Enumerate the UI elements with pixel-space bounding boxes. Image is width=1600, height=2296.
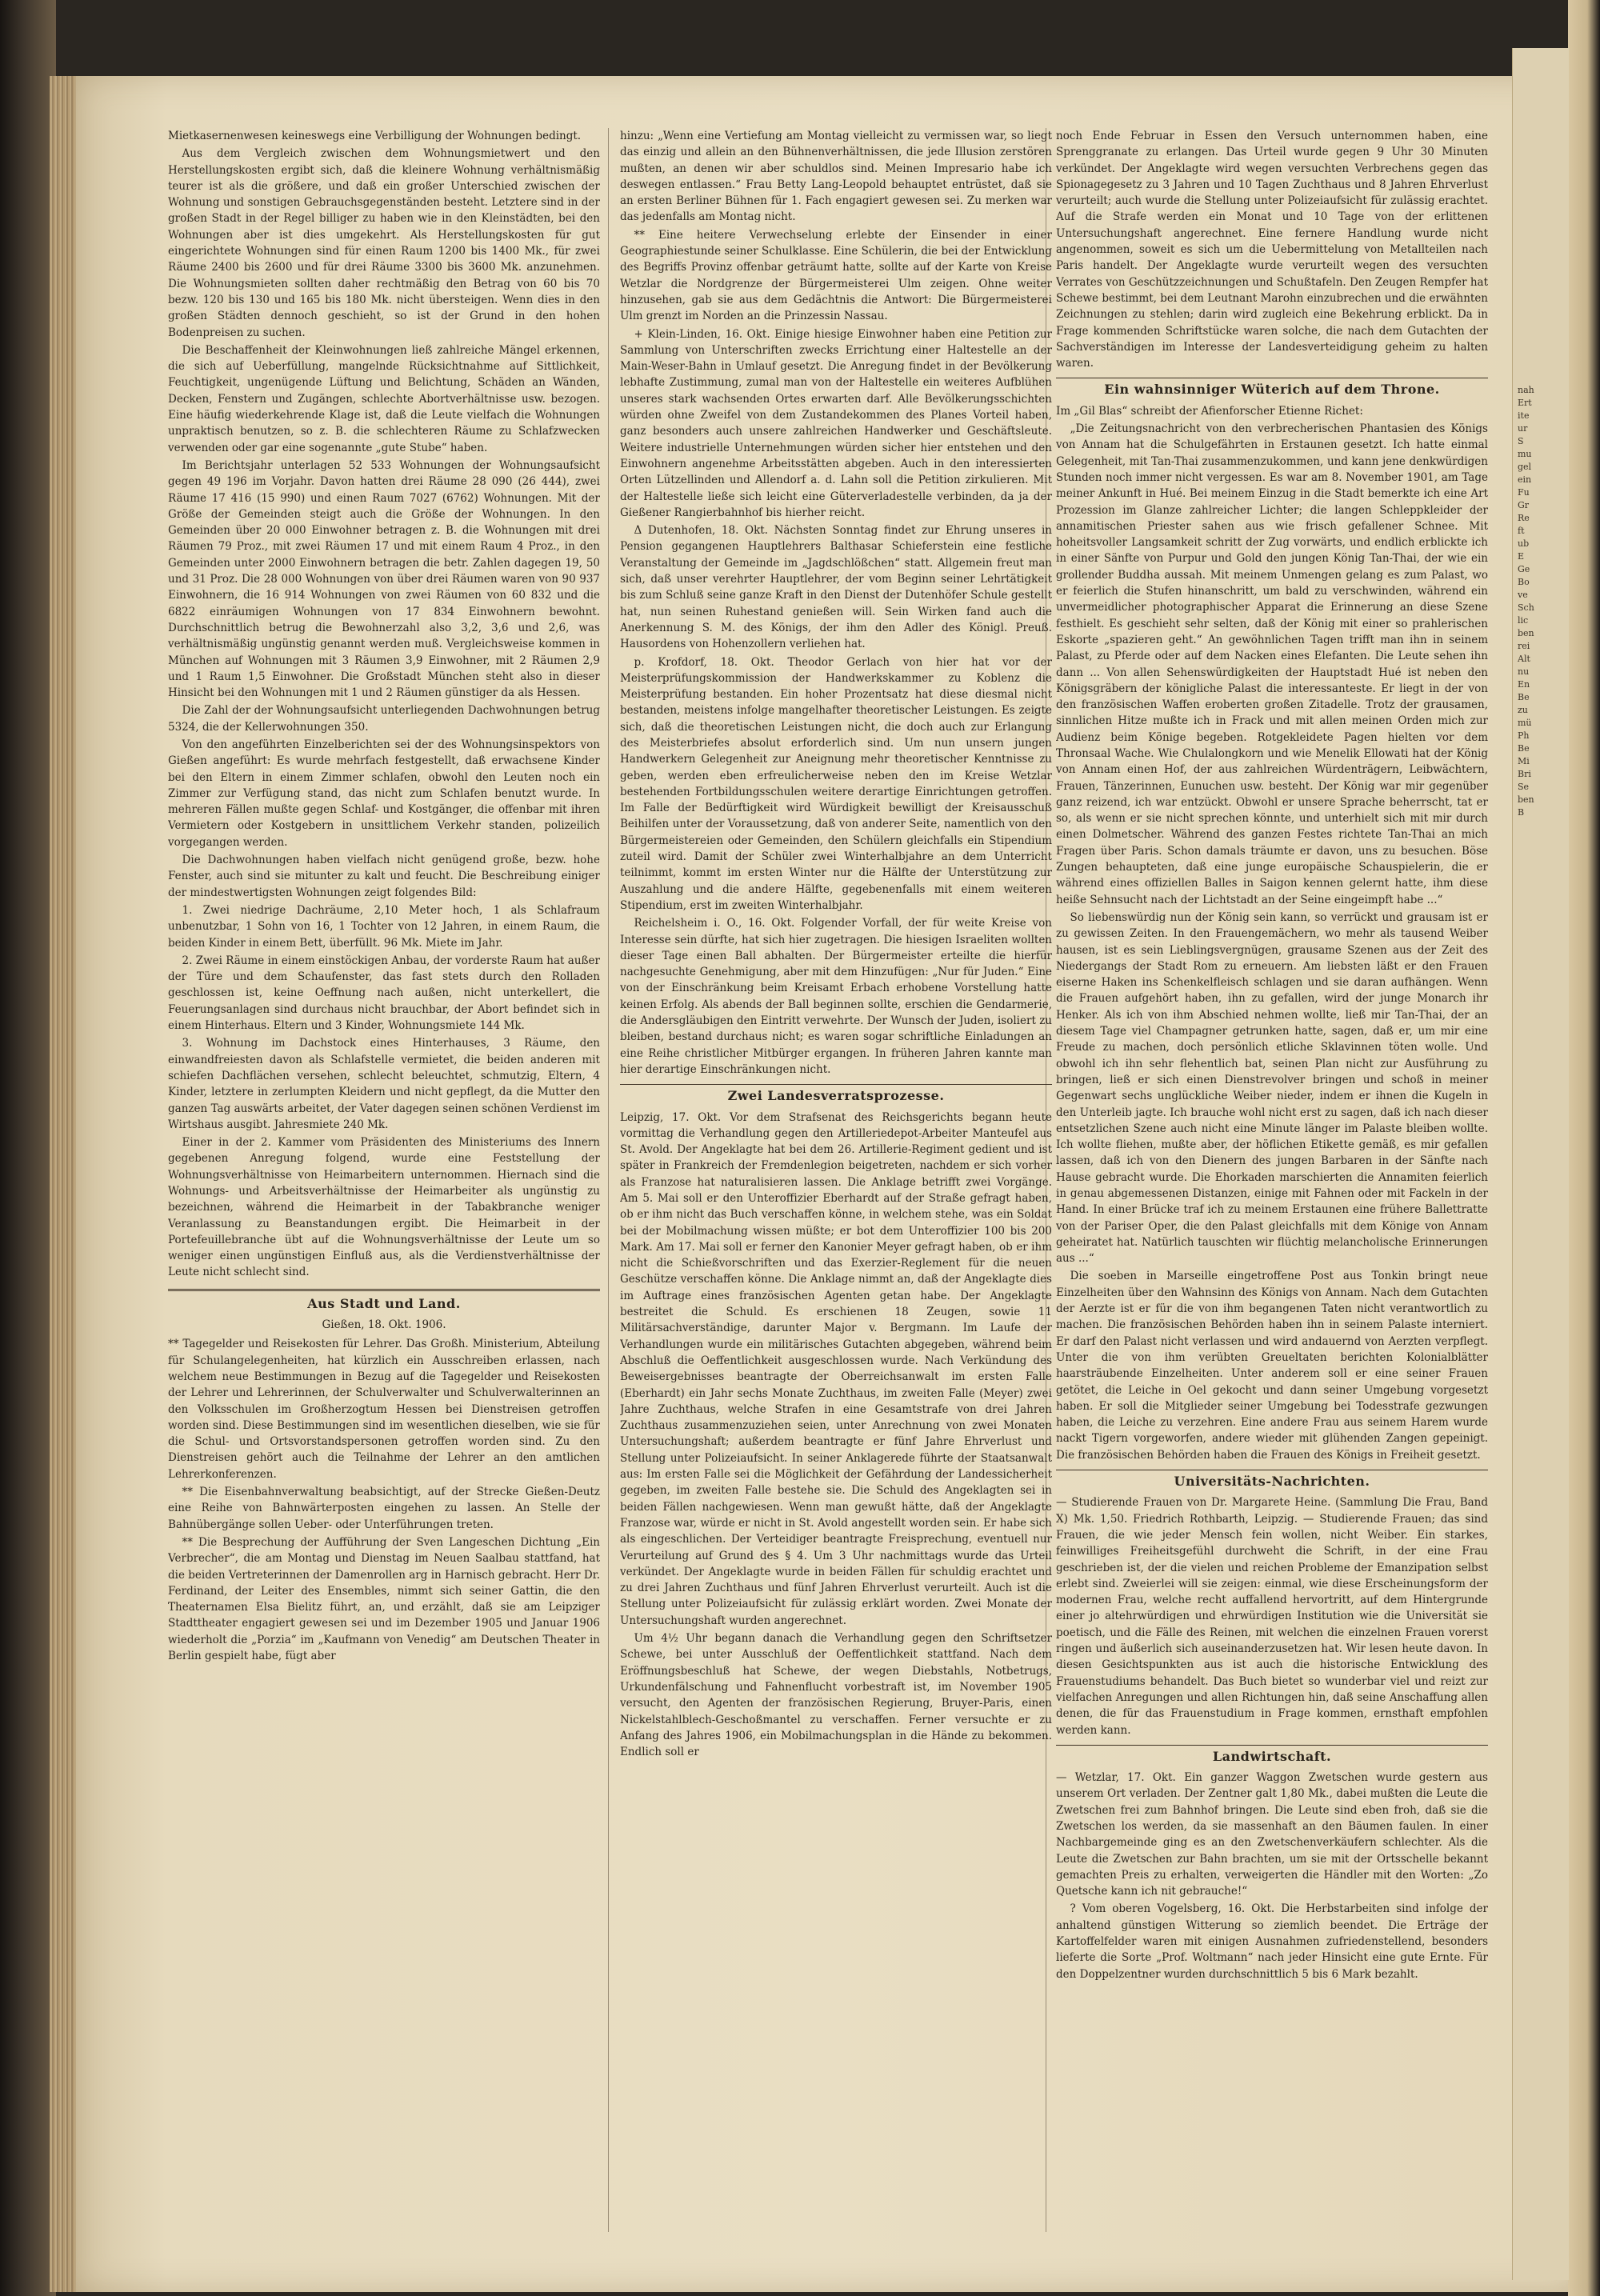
margin-fragment: S (1518, 436, 1524, 446)
article-paragraph: ** Tagegelder und Reisekosten für Lehrer. Das Großh. Ministerium, Abteilung für Schulangelegenheiten, hat kürzlich ein Ausschreiben erlassen, nach welchem neue Bestimmungen in Bezug auf die Tagegelder und Reisekosten der Lehrer und Lehrerinnen, der Schulverwalter und Schulverwalterinnen an den Volksschulen im Großherzogtum Hessen bei Dienstreisen getroffen worden sind. Diese Bestimmungen sind im wesentlichen dieselben, wie sie für die Schul- und Ortsvorstandspersonen getroffen worden sind. Zu den Dienstreisen gehört auch die Teilnahme der Lehrer an den amtlichen Lehrerkonferenzen. (168, 1338, 600, 1481)
margin-fragment: Bo (1518, 577, 1530, 587)
margin-fragment: Ge (1518, 564, 1530, 574)
article-paragraph: So liebenswürdig nun der König sein kann, so verrückt und grausam ist er zu gewissen Zeiten. In den Frauengemächern, wo mehr als tausend Weiber hausen, ist es sein Lieblingsvergnügen, grausame Szenen aus der Zeit des Niedergangs der Stadt Rom zu erneuern. Am liebsten läßt er den Frauen eiserne Haken ins Schenkelfleisch schlagen und sie daran aufhängen. Wenn die Frauen aufgehört haben, ihn zu gefallen, wird der junge Monarch ihr Henker. Als ich von ihm Abschied nehmen wollte, ließ mir Tan-Thai, der an diesem Tage viel Champagner getrunken hatte, sagen, daß er, um mir eine Freude zu machen, doch persönlich etliche Sklavinnen töten wolle. Und obwohl ich ihn sehr flehentlich bat, seinen Plan nicht zur Ausführung zu bringen, ließ er sich einen Dienstrevolver bringen und schoß in meiner Gegenwart sechs unglückliche Weiber nieder, indem er ihnen die Kugeln in den Unterleib jagte. Ich brauche wohl nicht erst zu sagen, daß ich nach dieser entsetzlichen Szene auch nicht eine Minute länger im Palaste bleiben wollte. Ich wollte fliehen, mußte aber, der höflichen Etikette gemäß, es mir gefallen lassen, daß ich von den Dienern des jungen Barbaren in der Sänfte nach Hause gebracht wurde. Die Ehorkaden marschierten die Annamiten feierlich in genau abgemessenen Distanzen, einige mit Fahnen oder mit Fackeln in der Hand. In einer Brücke traf ich zu meinem Erstaunen eine frühere Ballettratte von der Pariser Oper, die den Palast gleichfalls mit dem Könige von Annam geheiratet hat. Natürlich tauschten wir flüchtig melancholische Erinnerungen aus ...“ (1056, 910, 1488, 1266)
margin-fragment: Bri (1518, 769, 1531, 779)
section-divider (1056, 1745, 1488, 1746)
column-2 (620, 128, 1052, 2064)
margin-fragment: E (1518, 551, 1525, 562)
margin-fragment: lic (1518, 615, 1529, 626)
article-paragraph: 1. Zwei niedrige Dachräume, 2,10 Meter hoch, 1 als Schlafraum unbenutzbar, 1 Sohn von 16, 1 Tochter von 12 Jahren, in einem Raum, die beiden Kinder in einem Bett, überfüllt. 96 Mk. Miete im Jahr. (168, 903, 600, 950)
column-3 (1056, 128, 1488, 2064)
section-dateline: Gießen, 18. Okt. 1906. (322, 1318, 446, 1332)
article-paragraph: p. Krofdorf, 18. Okt. Theodor Gerlach von hier hat vor der Meisterprüfungskommission der Handwerkskammer zu Koblenz die Meisterprüfung bestanden. Ein hoher Prozentsatz hat diese diesmal nicht bestanden, meistens infolge mangelhafter theoretischer Leistungen. Es zeigte sich, daß die theoretischen Leistungen nicht, die doch auch zur Erlangung des Meisterbriefes absolut erforderlich sind. Um nun unsern jungen Handwerkern Gelegenheit zur Aneignung mehr theoretischer Kenntnisse zu geben, werden eben erfreulicherweise neben den im Kreise Wetzlar bestehenden Fortbildungsschulen weitere derartige Einrichtungen getroffen. Im Falle der Bedürftigkeit wird Würdigkeit bewilligt der Kreisausschuß Beihilfen unter der Voraussetzung, daß von anderer Seite, namentlich von den Bürgermeistereien oder Gemeinden, den Schülern gleichfalls ein Stipendium zuteil wird. Damit der Schüler zwei Winterhalbjahre an dem Unterricht teilnimmt, kommt im ersten Winter nur die Hälfte der Unterstützung zur Auszahlung und die andere Hälfte, gegebenenfalls mit einem weiteren Stipendium, erst im zweiten Winterhalbjahr. (620, 655, 1052, 912)
margin-fragment: B (1518, 807, 1525, 818)
section-heading-wuterich: Ein wahnsinniger Wüterich auf dem Throne. (1104, 382, 1440, 398)
section-divider (168, 1289, 600, 1291)
margin-fragment: rei (1518, 641, 1530, 651)
margin-fragment: ub (1518, 538, 1530, 549)
margin-fragment: Ph (1518, 730, 1530, 741)
book-binding-right (1568, 0, 1600, 2296)
article-paragraph: — Studierende Frauen von Dr. Margarete Heine. (Sammlung Die Frau, Band X) Mk. 1,50. Friedrich Rothbarth, Leipzig. — Studierende Frauen; das sind Frauen, die wie jeder Mensch fein wollen, nicht Weiber. Ein starkes, feinwilliges Freiheitsgefühl durchweht die Schrift, in der eine Frau geschrieben ist, der die vielen und reichen Probleme der Emanzipation selbst erlebt sind. Zweierlei will sie zeigen: einmal, wie diese Erscheinungsform der modernen Frau, welche recht auffallend hervortritt, auf dem Hintergrunde einer jo altehrwürdigen und ehrwürdigen Institution wie die Universität sie poetisch, und die Fälle des Reinen, mit welchen die einzelnen Frauen vorerst ringen und äußerlich sich auseinanderzusetzen hat. Wir lesen heute davon. In diesen Gesichtspunkten aus ist auch die historische Entwicklung des Frauenstudiums behandelt. Das Buch bietet so wunderbar viel und reizt zur vielfachen Anregungen und allen Richtungen hin, daß seine Anschaffung allen denen, die für das Frauenstudium in Frage kommen, ernsthaft empfohlen werden kann. (1056, 1496, 1488, 1737)
article-paragraph: Δ Dutenhofen, 18. Okt. Nächsten Sonntag findet zur Ehrung unseres in Pension gegangenen Hauptlehrers Balthasar Schieferstein eine festliche Veranstaltung der Gemeinde im „Jagdschlößchen“ statt. Allgemein freut man sich, daß unser verehrter Hauptlehrer, der vom Beginn seiner Lehrtätigkeit bis zum Schluß seine ganze Kraft in den Dienst der Dutenhöfer Schule gestellt hat, nun seinen Ruhestand genießen will. Sein Wirken fand auch die Anerkennung S. M. des Königs, der ihm den Adler des Königl. Preuß. Hausordens von Hohenzollern verliehen hat. (620, 524, 1052, 651)
margin-fragment: ft (1518, 526, 1525, 536)
margin-fragment: Re (1518, 513, 1530, 523)
article-paragraph: Mietkasernenwesen keineswegs eine Verbilligung der Wohnungen bedingt. (168, 130, 582, 142)
article-paragraph: Im Berichtsjahr unterlagen 52 533 Wohnungen der Wohnungsaufsicht gegen 49 196 im Vorjahr. Davon hatten drei Räume 28 090 (26 444), zwei Räume 17 416 (15 990) und einen Raum 7027 (6762) Wohnungen. Mit der Größe der Gemeinden steigt auch die Größe der Wohnungen. In den Gemeinden über 20 000 Einwohner betragen z. B. die Wohnungen mit drei Räumen 79 Proz., mit zwei Räumen 17 und mit einem Raum 4 Proz., in den Gemeinden unter 2000 Einwohnern betragen die betr. Zahlen dagegen 19, 50 und 31 Proz. Die 28 000 Wohnungen von über drei Räumen waren von 90 937 Einwohnern, die 16 914 Wohnungen von zwei Räumen von 60 832 und die 6822 einräumigen Wohnungen von 17 834 Einwohnern bewohnt. Durchschnittlich betrug die Bewohnerzahl also 3,2, 3,6 und 2,6, was verhältnismäßig ungünstig genannt werden muß. Vergleichsweise kommen in München auf Wohnungen mit 3 Räumen 3,9 Einwohner, mit 2 Räumen 2,9 und 1 Raum 1,5 Einwohner. Die Großstadt München steht also in dieser Hinsicht bei den Wohnungen mit 1 und 2 Räumen günstiger da als Hessen. (168, 458, 600, 700)
section-divider (620, 1084, 1052, 1085)
margin-fragment: En (1518, 679, 1530, 690)
margin-fragment: ben (1518, 794, 1534, 805)
article-paragraph: — Wetzlar, 17. Okt. Ein ganzer Waggon Zwetschen wurde gestern aus unserem Ort verladen. Der Zentner galt 1,80 Mk., dabei mußten die Leute die Zwetschen frei zum Bahnhof bringen. Die Leute sind eben froh, daß sie die Zwetschen los werden, da sie massenhaft an den Bäumen faulen. In einer Nachbargemeinde ging es an den Zwetschenverkäufern schlechter. Als die Leute die Zwetschen zur Bahn brachten, um sie mit der Ortsschelle bekannt gemachten Preis zu erhalten, verweigerten die Händler mit den Worten: „Zo Quetsche kann ich nit gebrauche!“ (1056, 1771, 1488, 1898)
margin-fragment: Be (1518, 692, 1530, 702)
margin-fragment: ur (1518, 423, 1528, 434)
margin-fragment: ein (1518, 474, 1532, 485)
article-paragraph: ** Die Besprechung der Aufführung der Sven Langeschen Dichtung „Ein Verbrecher“, die am Montag und Dienstag im Neuen Saalbau stattfand, hat die beiden Vertreterinnen der Damenrollen arg in Harnisch gebracht. Herr Dr. Ferdinand, der Leiter des Ensembles, nimmt sich seiner Gattin, die den Theaternamen Elsa Bielitz führt, an, und erzählt, daß sie am Leipziger Stadttheater engagiert gewesen sei und im Dezember 1905 und Januar 1906 wiederholt die „Porzia“ im „Kaufmann von Venedig“ am Deutschen Theater in Berlin gespielt habe, fügt aber (168, 1535, 600, 1663)
article-paragraph: Um 4½ Uhr begann danach die Verhandlung gegen den Schriftsetzer Schewe, bei unter Ausschluß der Oeffentlichkeit stattfand. Nach dem Eröffnungsbeschluß hat Schewe, der wegen Diebstahls, Notbetrugs, Urkundenfälschung und Fahnenflucht vorbestraft ist, im November 1905 versucht, den Agenten der französischen Regierung, Bruyer-Paris, einen Nickelstahlblech-Geschoßmantel zu verschaffen. Ferner versuchte er zu Anfang des Jahres 1906, ein Mobilmachungsplan in die Hände zu bekommen. Endlich soll er (620, 1632, 1052, 1759)
margin-fragment: mu (1518, 449, 1532, 459)
adjacent-page-strip (1512, 48, 1569, 2280)
section-heading-landwirtschaft: Landwirtschaft. (1212, 1748, 1332, 1764)
margin-fragment: nah (1518, 385, 1534, 395)
margin-fragment: mü (1518, 718, 1532, 728)
margin-fragment: nu (1518, 666, 1530, 677)
article-paragraph: 3. Wohnung im Dachstock eines Hinterhauses, 3 Räume, den einwandfreiesten davon als Schlafstelle vermietet, die beiden anderen mit schiefen Dachflächen versehen, schlecht beleuchtet, schmutzig, Eltern, 4 Kinder, letztere in zerlumpten Kleidern und nicht gepflegt, da die Mutter den ganzen Tag auswärts arbeitet, der Vater dagegen seinen schönen Verdienst im Wirtshaus ausgibt. Jahresmiete 240 Mk. (168, 1037, 600, 1131)
margin-fragment: gel (1518, 462, 1532, 472)
margin-fragment: Se (1518, 782, 1530, 792)
article-paragraph: Von den angeführten Einzelberichten sei der des Wohnungsinspektors von Gießen angeführt: Es wurde mehrfach festgestellt, daß erwachsene Kinder bei den Eltern in einem Zimmer schlafen, obwohl den Leuten noch ein Zimmer zur Verfügung stand, das nicht zum Schlafen benutzt wurde. In mehreren Fällen mußte gegen Schlaf- und Kostgänger, die offenbar mit ihren Vermietern oder Kostgebern in unsittlichem Verkehr standen, polizeilich vorgegangen werden. (168, 738, 600, 849)
column-1 (168, 128, 600, 2064)
margin-fragment: Sch (1518, 602, 1534, 613)
article-paragraph: Im „Gil Blas“ schreibt der Afienforscher Etienne Richet: (1056, 404, 1363, 418)
article-paragraph: Reichelsheim i. O., 16. Okt. Folgender Vorfall, der für weite Kreise von Interesse sein dürfte, hat sich hier zugetragen. Die hiesigen Israeliten wollten dieser Tage einen Ball abhalten. Der Bürgermeister erteilte die hierfür nachgesuchte Genehmigung, aber mit dem Hinzufügen: „Nur für Juden.“ Eine von der Einschränkung beim Kreisamt Erbach erhobene Vorstellung hatte keinen Erfolg. Als abends der Ball beginnen sollte, erschien die Gendarmerie, die Andersgläubigen den Eintritt verwehrte. Der Wunsch der Juden, isoliert zu bleiben, bestand durchaus nicht; es waren sogar schriftliche Einladungen an eine Reihe christlicher Mitbürger ergangen. In früheren Jahren kannte man hier derartige Einschränkungen nicht. (620, 917, 1052, 1076)
margin-fragment: Alt (1518, 654, 1530, 664)
book-binding-left (0, 0, 56, 2296)
margin-fragment: zu (1518, 705, 1528, 715)
column-rule (608, 128, 609, 2232)
article-paragraph: Die Beschaffenheit der Kleinwohnungen ließ zahlreiche Mängel erkennen, die sich auf Ueberfüllung, mangelnde Rücksichtnahme auf Sittlichkeit, Feuchtigkeit, ungenügende Lüftung und Belichtung, Schäden an Wänden, Decken, Fenstern und Zugängen, schlechte Abortverhältnisse usw. bezogen. Eine häufig wiederkehrende Klage ist, daß die Leute vielfach die Wohnungen unpraktisch benutzen, so z. B. die schlechteren Räume zu Schlafzwecken verwenden oder gar eine sogenannte „gute Stube“ haben. (168, 343, 600, 454)
article-paragraph: Leipzig, 17. Okt. Vor dem Strafsenat des Reichsgerichts begann heute vormittag die Verhandlung gegen den Artilleriedepot-Arbeiter Manteufel aus St. Avold. Der Angeklagte hat bei dem 26. Artillerie-Regiment gedient und ist später in Frankreich der Fremdenlegion beigetreten, nachdem er sich vorher als Franzose hat naturalisieren lassen. Die Anklage betrifft zwei Vorgänge. Am 5. Mai soll er den Unteroffizier Eberhardt auf der Straße gefragt haben, ob er ihm nicht das Buch verschaffen könne, in welchem stehe, was ein Soldat bei der Mobilmachung wissen müßte; er bot dem Unteroffizier 100 bis 200 Mark. Am 17. Mai soll er ferner den Kanonier Meyer gefragt haben, ob er ihm nicht die Schießvorschriften und das Exerzier-Reglement für die neuen Geschütze verschaffen könne. Die Anklage nimmt an, daß der Angeklagte dies im Auftrage eines französischen Agenten getan habe. Der Angeklagte bestreitet die Schuld. Es erschienen 18 Zeugen, sowie 11 Militärsachverständige, darunter Major v. Bergmann. Im Laufe der Verhandlungen wurde ein militärisches Gutachten abgegeben, während beim Abschluß die Oeffentlichkeit ausgeschlossen wurde. Nach Verkündung des Beweisergebnisses beantragte der Oberreichsanwalt im ersten Falle (Eberhardt) ein Jahr sechs Monate Zuchthaus, im zweiten Falle (Meyer) zwei Jahre Zuchthaus, welche Strafen in eine Gesamtstrafe von drei Jahren Zuchthaus zusammenzuziehen seien, unter Anrechnung von zwei Monaten Untersuchungshaft; außerdem beantragte er fünf Jahre Ehrverlust und Stellung unter Polizeiaufsicht. In seiner Anklagerede führte der Staatsanwalt aus: Im ersten Falle sei die Möglichkeit der Gefährdung der Landessicherheit gegeben, im zweiten Falle bestehe sie. Die Schuld des Angeklagten sei in beiden Fällen nachgewiesen. Wenn man gewußt hätte, daß der Angeklagte Franzose war, würde er nicht in St. Avold angestellt worden sein. Er habe sich als eingeschlichen. Der Verteidiger beantragte Freisprechung, eventuell nur Verurteilung auf Grund des § 4. Um 3 Uhr nachmittags wurde das Urteil verkündet. Der Angeklagte wurde in beiden Fällen für schuldig erachtet und zu drei Jahren Zuchthaus und fünf Jahren Ehrverlust verurteilt. Auch ist die Stellung unter Polizeiaufsicht für zulässig erklärt worden. Zwei Monate der Untersuchungshaft wurden angerechnet. (620, 1110, 1052, 1627)
article-paragraph: ** Eine heitere Verwechselung erlebte der Einsender in einer Geographiestunde seiner Schulklasse. Eine Schülerin, die bei der Entwicklung des Begriffs Provinz offenbar geträumt hatte, sollte auf der Karte von Kreise Wetzlar die Nordgrenze der Bürgermeisterei Ulm zeigen. Ohne weiter hinzusehen, gab sie aus dem Gedächtnis die Antwort: Die Bürgermeisterei Ulm grenzt im Norden an die Prinzessin Nassau. (620, 228, 1052, 323)
article-paragraph: Die Dachwohnungen haben vielfach nicht genügend große, bezw. hohe Fenster, auch sind sie mitunter zu kalt und feucht. Die Beschreibung einiger der mindestwertigsten Wohnungen zeigt folgendes Bild: (168, 854, 600, 899)
margin-fragment: Fu (1518, 487, 1530, 498)
margin-fragment: ite (1518, 410, 1530, 421)
article-paragraph: noch Ende Februar in Essen den Versuch unternommen haben, eine Sprenggranate zu erlangen. Das Urteil wurde gegen 9 Uhr 30 Minuten verkündet. Der Angeklagte wird wegen versuchten Verbrechens gegen das Spionagegesetz zu 3 Jahren und 10 Tagen Zuchthaus und 8 Jahren Ehrverlust verurteilt; auch wurde die Stellung unter Polizeiaufsicht für zulässig erachtet. Auf die Strafe werden ein Monat und 10 Tage von der erlittenen Untersuchungshaft angerechnet. Eine fernere Handlung wurde nicht angenommen, soweit es sich um die Uebermittelung von Metallteilen nach Paris handelt. Der Angeklagte wurde verurteilt wegen des versuchten Verrates von Geschützzeichnungen und Schußtafeln. Den Zeugen Rempfer hat Schewe bestimmt, bei dem Leutnant Marohn einzubrechen und die erwähnten Zeichnungen zu stehlen; darin wird zugleich eine Bekehrung erblickt. Da in Frage kommenden Schriftstücke waren solche, die nach dem Gutachten der Sachverständigen im Interesse der Landesverteidigung geheim zu halten waren. (1056, 130, 1488, 370)
article-paragraph: Die Zahl der der Wohnungsaufsicht unterliegenden Dachwohnungen betrug 5324, die der Kellerwohnungen 350. (168, 704, 600, 734)
margin-fragment: Ert (1518, 398, 1532, 408)
margin-fragment: Gr (1518, 500, 1530, 510)
article-paragraph: + Klein-Linden, 16. Okt. Einige hiesige Einwohner haben eine Petition zur Sammlung von Unterschriften zwecks Errichtung einer Haltestelle an der Main-Weser-Bahn in Umlauf gesetzt. Die Anregung findet in der Bevölkerung lebhafte Zustimmung, zumal man von der Haltestelle ein weiteres Aufblühen unseres stark wachsenden Ortes erwarten darf. Alle Bevölkerungsschichten würden ohne Zweifel von dem Zustandekommen des Planes Vorteil haben, ganz besonders auch unsere zahlreichen Handwerker und Geschäftsleute. Weitere industrielle Unternehmungen würden sicher hier entstehen und den Einwohnern angenehme Arbeitsstätten abgeben. Auch in den interessierten Orten Lützellinden und Allendorf a. d. Lahn soll die Petition zirkulieren. Mit der Haltestelle ließe sich leicht eine Güterverladestelle verbinden, da ja der Gießener Rangierbahnhof bis hierher reicht. (620, 327, 1052, 519)
article-paragraph: Einer in der 2. Kammer vom Präsidenten des Ministeriums des Innern gegebenen Anregung folgend, wurde eine Feststellung der Wohnungsverhältnisse von Heimarbeitern unternommen. Hiernach sind die Wohnungs- und Arbeitsverhältnisse der Heimarbeiter als ungünstig zu bezeichnen, während die Heimarbeit in der Tabakbranche weniger Veranlassung zu Beanstandungen ergibt. Die Heimarbeit in der Portefeuillebranche übt auf die Wohnungsverhältnisse der Leute um so weniger einen ungünstigen Einfluß aus, als die Verdienstverhältnisse der Leute nicht schlecht sind. (168, 1136, 600, 1279)
margin-fragment: Be (1518, 743, 1530, 754)
article-paragraph: Die soeben in Marseille eingetroffene Post aus Tonkin bringt neue Einzelheiten über den Wahnsinn des Königs von Annam. Nach dem Gutachten der Aerzte ist er für die von ihm begangenen Taten nicht verantwortlich zu machen. Die französischen Behörden haben ihn in seinem Palaste interniert. Er darf den Palast nicht verlassen und wird andauernd von Aerzten verpflegt. Unter die von ihm verübten Greueltaten berichten Kolonialblätter haarsträubende Einzelheiten. Unter anderem soll er eine seiner Frauen getötet, die Leiche in Oel gekocht und dann seiner Umgebung vorgesetzt haben. Er soll die Mitglieder seiner Umgebung bei Todesstrafe gezwungen haben, die Leiche zu verzehren. Eine andere Frau aus seinem Harem wurde nackt Tigern vorgeworfen, andere wieder mit glühenden Zangen gepeinigt. Die französischen Behörden haben die Frauen des Königs in Freiheit gesetzt. (1056, 1270, 1488, 1462)
article-paragraph: 2. Zwei Räume in einem einstöckigen Anbau, der vorderste Raum hat außer der Türe und dem Schaufenster, das fast stets durch den Rolladen geschlossen ist, keine Oeffnung nach außen, nicht unterkellert, die Feuerungsanlagen sind durchaus nicht brauchbar, der Abort befindet sich in einem Hinterhaus. Eltern und 3 Kinder, Wohnungsmiete 144 Mk. (168, 954, 600, 1033)
article-paragraph: ** Die Eisenbahnverwaltung beabsichtigt, auf der Strecke Gießen-Deutz eine Reihe von Bahnwärterposten eingehen zu lassen. An Stelle der Bahnübergänge sollen Ueber- oder Unterführungen treten. (168, 1486, 600, 1531)
article-paragraph: „Die Zeitungsnachricht von den verbrecherischen Phantasien des Königs von Annam hat die Schulgefährten in Erstaunen gesetzt. Ich hatte einmal Gelegenheit, mit Tan-Thai zusammenzukommen, und kann jene denkwürdigen Stunden noch immer nicht vergessen. Es war am 8. November 1901, am Tage meiner Ankunft in Hué. Bei meinem Einzug in die Stadt bemerkte ich eine Art Prozession im Glanze zahlreicher Lichter; die langen Schleppkleider der annamitischen Priester sahen aus wie frisch gefallener Schnee. Mit hoheitsvoller Langsamkeit schritt der Zug vorwärts, und endlich erblickte ich in einer Sänfte von Purpur und Gold den jungen König Tan-Thai, der wie ein grollender Buddha aussah. Mit meinem Unmengen gelang es zum Palast, wo er feierlich die Stufen hinanschritt, um bald zu verschwinden, während ein unvermeidlicher photographischer Apparat die Erinnerung an diese Szene festhielt. Es geschieht sehr selten, daß der König mit einer so prahlerischen Eskorte „spazieren geht.“ An gewöhnlichen Tagen trifft man ihn in seinem Palast, zu Pferde oder auf dem Nacken eines Elefanten. Die Leute sehen ihn dann ... Von allen Sehenswürdigkeiten der Hauptstadt Hué ist neben den Königsgräbern der königliche Palast die interessanteste. Er liegt in der von den französischen Waffen eroberten großen Zitadelle. Trotz der grausamen, sinnlichen Hitze mußte ich in Frack und mit allen meinen Orden mich zur Audienz beim Könige begeben. Rotgekleidete Pagen hielten vor dem Thronsaal Wache. Wie Chulalongkorn und wie Menelik Ellowati hat der König von Annam einen Hof, der aus zahlreichen Würdenträgern, Leibwächtern, Frauen, Tänzerinnen, Eunuchen usw. besteht. Der König war mir gegenüber ganz reizend, ich war entzückt. Obwohl er unsere Sprache beherrscht, tat er so, als wenn er sie nicht sprechen könnte, und unterhielt sich mit mir durch einen Dolmetscher. Während des ganzen Festes richtete Tan-Thai an mich Fragen über Paris. Schon damals träumte er davon, uns zu besuchen. Böse Zungen behaupteten, daß eine junge europäische Schauspielerin, die er während eines offiziellen Balles in Saigon kennen gelernt hatte, ihm diese heiße Sehnsucht nach der Lichtstadt an der Seine eingeimpft habe ...“ (1056, 422, 1488, 906)
article-paragraph: hinzu: „Wenn eine Vertiefung am Montag vielleicht zu vermissen war, so liegt das einzig und allein an den Bühnenverhältnissen, die jede Illusion zerstören mußten, an denen wir aber schuldlos sind. Meinen Impresario habe ich deswegen entlassen.“ Frau Betty Lang-Leopold behauptet entrüstet, daß sie an ersten Berliner Bühnen für 1. Fach engagiert gewesen sei. Zu merken war das jedenfalls am Montag nicht. (620, 130, 1052, 224)
section-heading-aus-stadt-und-land: Aus Stadt und Land. (307, 1295, 461, 1311)
margin-fragment: ben (1518, 628, 1534, 638)
article-paragraph: ? Vom oberen Vogelsberg, 16. Okt. Die Herbstarbeiten sind infolge der anhaltend günstigen Witterung so ziemlich beendet. Die Erträge der Kartoffelfelder waren mit einigen Ausnahmen zufriedenstellend, besonders lieferte die Sorte „Prof. Woltmann“ nach jeder Hinsicht eine gute Ernte. Für den Doppelzentner wurden durchschnittlich 5 bis 6 Mark bezahlt. (1056, 1902, 1488, 1981)
article-paragraph: Aus dem Vergleich zwischen dem Wohnungsmietwert und den Herstellungskosten ergibt sich, daß die kleinere Wohnung verhältnismäßig teurer ist als die größere, und daß ein großer Unterschied zwischen der Wohnung und sonstigen Gebrauchsgegenständen besteht. Letztere sind in der großen Stadt in der Regel billiger zu haben wie in den Kleinstädten, bei den Wohnungen aber ist dies umgekehrt. Als Herstellungskosten für gut eingerichtete Wohnungen sind für einen Raum 1200 bis 1400 Mk., für zwei Räume 2400 bis 2600 und für drei Räume 3300 bis 3600 Mk. anzunehmen. Die Wohnungsmieten sollten daher rechtmäßig den Betrag von 60 bis 70 bezw. 120 bis 130 und 165 bis 180 Mk. nicht übersteigen. Wenn dies in den großen Städten dennoch geschieht, so ist der Grund in den hohen Bodenpreisen zu suchen. (168, 147, 600, 339)
section-heading-landesverratsprozesse: Zwei Landesverratsprozesse. (727, 1088, 945, 1104)
margin-fragment: Mi (1518, 756, 1530, 766)
margin-fragment: ve (1518, 590, 1528, 600)
section-heading-universitaets-nachrichten: Universitäts-Nachrichten. (1174, 1474, 1370, 1490)
